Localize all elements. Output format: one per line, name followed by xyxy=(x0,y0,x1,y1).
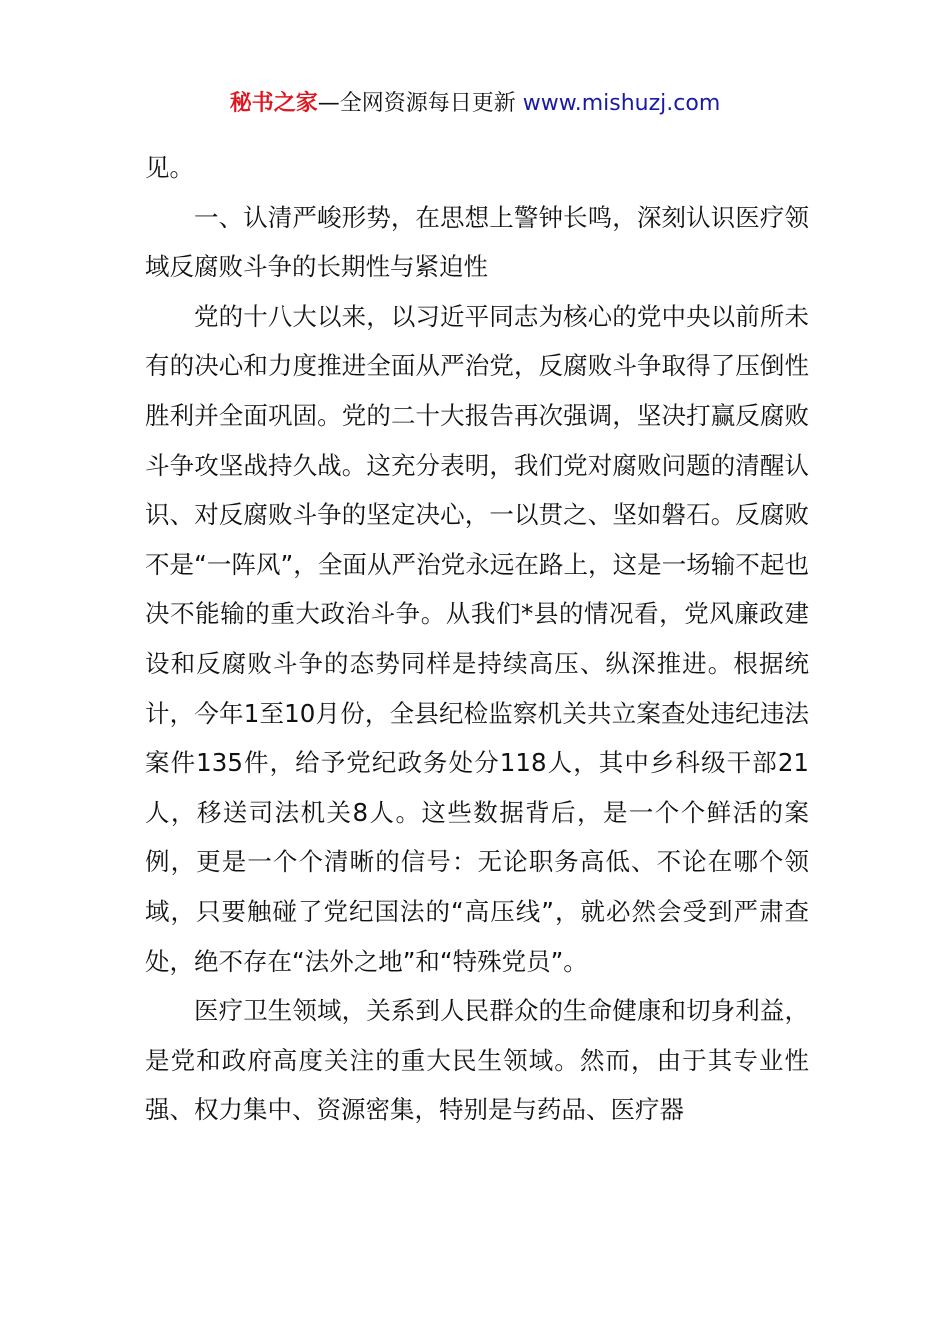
header-brand: 秘书之家 xyxy=(229,91,318,116)
section-heading: 一、认清严峻形势，在思想上警钟长鸣，深刻认识医疗领域反腐败斗争的长期性与紧迫性 xyxy=(145,202,809,282)
header-dash: — xyxy=(317,91,340,116)
paragraph-continuation: 见。 xyxy=(145,153,194,182)
header-tagline: 全网资源每日更新 xyxy=(339,91,516,116)
header-url-link[interactable]: www.mishuzj.com xyxy=(522,91,721,116)
page-header xyxy=(0,88,950,120)
document-body xyxy=(145,143,809,1135)
paragraph-anti-corruption: 党的十八大以来，以习近平同志为核心的党中央以前所未有的决心和力度推进全面从严治党，反腐败斗争取得了压倒性胜利并全面巩固。党的二十大报告再次强调，坚决打赢反腐败斗争攻坚战持久战。这充分表明，我们党对腐败问题的清醒认识、对反腐败斗争的坚定决心，一以贯之、坚如磐石。反腐败不是“一阵风”，全面从严治党永远在路上，这是一场输不起也决不能输的重大政治斗争。从我们*县的情况看，党风廉政建设和反腐败斗争的态势同样是持续高压、纵深推进。根据统计，今年1至10月份，全县纪检监察机关共立案查处违纪违法案件135件，给予党纪政务处分118人，其中乡科级干部21人，移送司法机关8人。这些数据背后，是一个个鲜活的案例，更是一个个清晰的信号：无论职务高低、不论在哪个领域，只要触碰了党纪国法的“高压线”，就必然会受到严肃查处，绝不存在“法外之地”和“特殊党员”。 xyxy=(145,301,809,976)
paragraph-medical-field: 医疗卫生领域，关系到人民群众的生命健康和切身利益，是党和政府高度关注的重大民生领域。然而，由于其专业性强、权力集中、资源密集，特别是与药品、医疗器 xyxy=(145,996,809,1125)
